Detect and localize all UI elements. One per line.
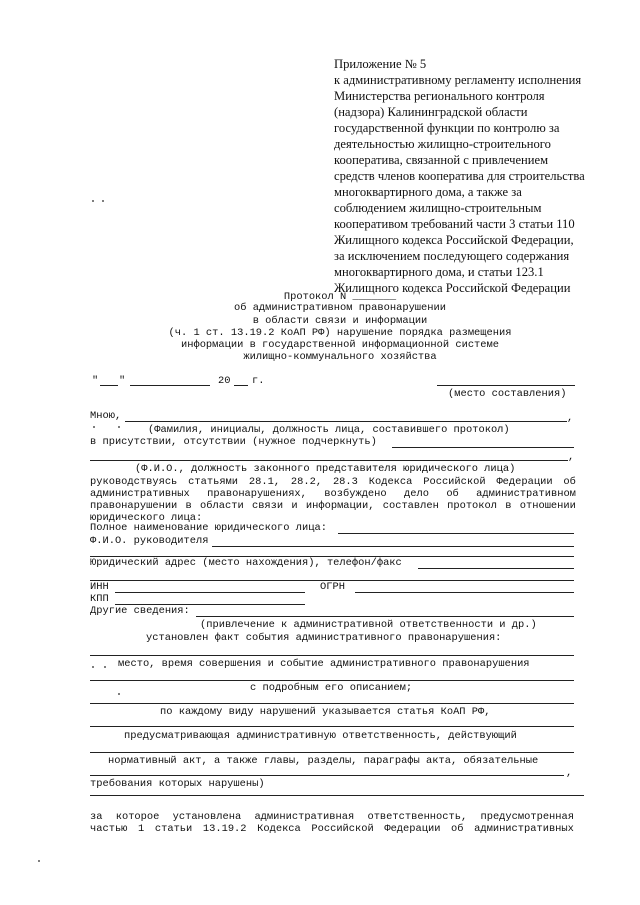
liability-caption: (привлечение к административной ответственности и др.) (200, 619, 537, 631)
word: об (451, 823, 464, 835)
detailed-caption: с подробным его описанием; (250, 682, 413, 694)
scan-mark (118, 426, 120, 428)
scan-mark (93, 426, 95, 428)
presence-label: в присутствии, отсутствии (нужное подчеркнуть) (90, 436, 377, 448)
appendix-line: кооперативом требований части 3 статьи 110 (334, 217, 575, 231)
word: административном (476, 488, 576, 500)
full-name-label: Полное наименование юридического лица: (90, 522, 327, 534)
date-close-quote: " (119, 375, 126, 387)
word: ответственность, (367, 811, 468, 823)
protocol-header-line: информации в государственной информационной системе (180, 339, 499, 351)
word: в (505, 500, 512, 512)
word: за (90, 811, 103, 823)
representative-caption: (Ф.И.О., должность законного представителя юридического лица) (135, 463, 516, 475)
word: 28.1, (248, 476, 281, 488)
word: 1 (138, 823, 145, 835)
word: частью (90, 823, 128, 835)
word: Федерации (496, 476, 553, 488)
word: Кодекса (257, 823, 301, 835)
year-prefix: 20 (218, 375, 231, 387)
appendix-line: соблюдением жилищно-строительным (334, 201, 542, 215)
body-paragraph-line (90, 476, 576, 488)
month-field (130, 385, 210, 386)
scan-mark (92, 200, 94, 202)
scan-mark (118, 693, 120, 695)
word: об (563, 476, 576, 488)
word: административных (90, 488, 190, 500)
representative-field (90, 460, 568, 461)
appendix-block (334, 56, 624, 296)
word: дело (404, 488, 429, 500)
day-field (100, 385, 118, 386)
appendix-line: Министерства регионального контроля (334, 89, 545, 103)
full-name-field (338, 533, 574, 534)
final-paragraph-line (90, 823, 574, 835)
year-field (234, 385, 248, 386)
word: составлен (382, 500, 439, 512)
event-line (90, 795, 584, 796)
appendix-line: кооператива, связанной с привлечением (334, 153, 549, 167)
event-line (90, 775, 564, 776)
kpp-label: КПП (90, 593, 109, 605)
year-suffix: г. (252, 375, 265, 387)
word: связи (251, 500, 284, 512)
word: которое (115, 811, 160, 823)
word: предусмотренная (480, 811, 574, 823)
head-name-label: Ф.И.О. руководителя (90, 535, 209, 547)
word: административных (474, 823, 574, 835)
word: протокол (447, 500, 497, 512)
word: правонарушениях, (207, 488, 307, 500)
ogrn-label: ОГРН (320, 581, 345, 593)
scan-mark (38, 860, 40, 862)
appendix-line: к административному регламенту исполнения (334, 73, 582, 87)
scan-mark (104, 666, 106, 668)
word: возбуждено (324, 488, 387, 500)
event-line (90, 726, 574, 727)
body-paragraph-line: юридического лица: (90, 512, 203, 524)
inspector-field (125, 421, 567, 422)
word: отношении (519, 500, 576, 512)
event-line (90, 703, 574, 704)
date-open-quote: " (92, 375, 99, 387)
protocol-header-line: жилищно-коммунального хозяйства (243, 351, 437, 363)
appendix-line: средств членов кооператива для строительства (334, 169, 585, 183)
place-caption: (место составления) (448, 388, 567, 400)
word: статьями (188, 476, 239, 488)
requirements-caption: требования которых нарушены) (90, 778, 265, 790)
head-name-field (212, 546, 574, 547)
ogrn-field (355, 592, 574, 593)
place-field (437, 385, 575, 386)
appendix-line: деятельностью жилищно-строительного (334, 137, 551, 151)
word: в (185, 500, 192, 512)
presence-field (392, 447, 574, 448)
comma: , (568, 451, 575, 463)
word: Российской (423, 476, 486, 488)
appendix-line: за исключением последующего содержания (334, 249, 570, 263)
appendix-line: Жилищного кодекса Российской Федерации, (334, 233, 574, 247)
by-me-label: Мною, (90, 410, 122, 422)
appendix-line: Жилищного кодекса Российской Федерации (334, 281, 571, 295)
protocol-header-line: в области связи и информации (252, 315, 428, 327)
inspector-caption: (Фамилия, инициалы, должность лица, составившего протокол) (148, 424, 510, 436)
word: 13.19.2 (202, 823, 247, 835)
word: области (200, 500, 244, 512)
word: 28.2, (290, 476, 323, 488)
inn-field (115, 592, 305, 593)
inn-label: ИНН (90, 581, 109, 593)
appendix-line: государственной функции по контролю за (334, 121, 560, 135)
event-line (90, 680, 574, 681)
legal-address-label: Юридический адрес (место нахождения), телефон/факс (90, 557, 402, 569)
word: Российской (311, 823, 374, 835)
final-paragraph-line (90, 811, 574, 823)
word: об (446, 488, 459, 500)
event-line (90, 752, 574, 753)
legal-address-field (418, 568, 574, 569)
comma: , (567, 412, 574, 424)
appendix-line: многоквартирного дома, и статьи 123.1 (334, 265, 544, 279)
word: информации, (305, 500, 375, 512)
word: и (291, 500, 298, 512)
appendix-line: многоквартирного дома, а также за (334, 185, 522, 199)
word: руководствуясь (90, 476, 178, 488)
other-label: Другие сведения: (90, 605, 190, 617)
other-field (196, 616, 574, 617)
word: Федерации (384, 823, 441, 835)
provides-caption: предусматривающая административную ответственность, действующий (124, 730, 517, 742)
established-label: установлен факт события административного правонарушения: (146, 632, 502, 644)
scan-mark (92, 666, 94, 668)
normative-caption: нормативный акт, а также главы, разделы, параграфы акта, обязательные (108, 755, 539, 767)
word: установлена (172, 811, 242, 823)
appendix-line: (надзора) Калининградской области (334, 105, 528, 119)
appendix-line: Приложение № 5 (334, 57, 427, 71)
scan-mark (102, 200, 104, 202)
place-time-caption: место, время совершения и событие административного правонарушения (118, 658, 530, 670)
word: Кодекса (368, 476, 413, 488)
body-paragraph-line (90, 488, 576, 500)
word: 28.3 (332, 476, 358, 488)
word: административная (254, 811, 355, 823)
body-paragraph-line (90, 500, 576, 512)
protocol-header-line: об административном правонарушении (233, 302, 446, 314)
protocol-header-line: (ч. 1 ст. 13.19.2 КоАП РФ) нарушение порядка размещения (168, 327, 512, 339)
word: правонарушении (90, 500, 178, 512)
per-violation-caption: по каждому виду нарушений указывается статья КоАП РФ, (160, 706, 491, 718)
comma: , (566, 767, 573, 779)
event-line (90, 655, 574, 656)
protocol-title: Протокол N _______ (283, 291, 397, 303)
word: статьи (154, 823, 193, 835)
